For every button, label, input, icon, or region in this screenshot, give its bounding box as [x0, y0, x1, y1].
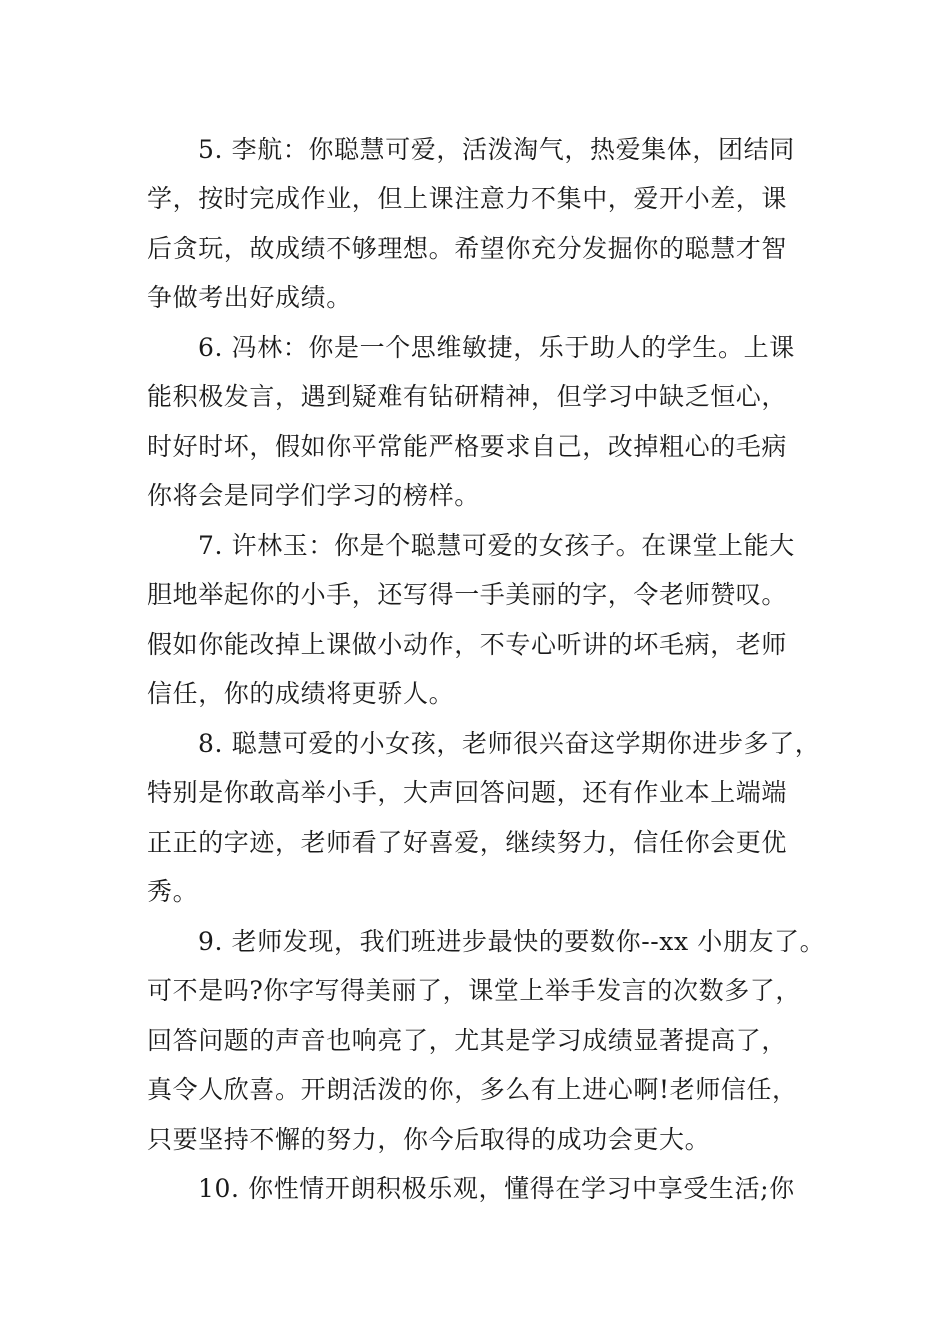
paragraph-5-line-2: 学，按时完成作业，但上课注意力不集中，爱开小差，课 [147, 184, 788, 213]
paragraph-6-line-2: 能积极发言，遇到疑难有钻研精神，但学习中缺乏恒心， [147, 382, 788, 411]
paragraph-9-line-1: 9. 老师发现，我们班进步最快的要数你--xx 小朋友了。 [198, 927, 826, 956]
paragraph-5-line-3: 后贪玩，故成绩不够理想。希望你充分发掘你的聪慧才智 [147, 234, 788, 263]
paragraph-8-line-4: 秀。 [147, 877, 199, 906]
paragraph-6-line-3: 时好时坏，假如你平常能严格要求自己，改掉粗心的毛病 [147, 432, 788, 461]
paragraph-5-line-1: 5. 李航：你聪慧可爱，活泼淘气，热爱集体，团结同 [198, 135, 795, 164]
paragraph-5-line-4: 争做考出好成绩。 [147, 283, 352, 312]
paragraph-8-line-3: 正正的字迹，老师看了好喜爱，继续努力，信任你会更优 [147, 828, 788, 857]
paragraph-8-line-1: 8. 聪慧可爱的小女孩，老师很兴奋这学期你进步多了， [198, 729, 821, 758]
paragraph-8-line-2: 特别是你敢高举小手，大声回答问题，还有作业本上端端 [147, 778, 788, 807]
paragraph-6-line-4: 你将会是同学们学习的榜样。 [147, 481, 480, 510]
paragraph-6-line-1: 6. 冯林：你是一个思维敏捷，乐于助人的学生。上课 [198, 333, 795, 362]
paragraph-7-line-1: 7. 许林玉：你是个聪慧可爱的女孩子。在课堂上能大 [198, 531, 795, 560]
paragraph-9-line-4: 真令人欣喜。开朗活泼的你，多么有上进心啊!老师信任， [147, 1075, 798, 1104]
paragraph-9-line-3: 回答问题的声音也响亮了，尤其是学习成绩显著提高了， [147, 1026, 788, 1055]
paragraph-9-line-2: 可不是吗?你字写得美丽了，课堂上举手发言的次数多了， [147, 976, 802, 1005]
paragraph-7-line-3: 假如你能改掉上课做小动作，不专心听讲的坏毛病，老师 [147, 630, 788, 659]
paragraph-7-line-2: 胆地举起你的小手，还写得一手美丽的字，令老师赞叹。 [147, 580, 788, 609]
paragraph-7-line-4: 信任，你的成绩将更骄人。 [147, 679, 455, 708]
paragraph-10-line-1: 10. 你性情开朗积极乐观，懂得在学习中享受生活;你 [198, 1174, 795, 1203]
paragraph-9-line-5: 只要坚持不懈的努力，你今后取得的成功会更大。 [147, 1125, 711, 1154]
